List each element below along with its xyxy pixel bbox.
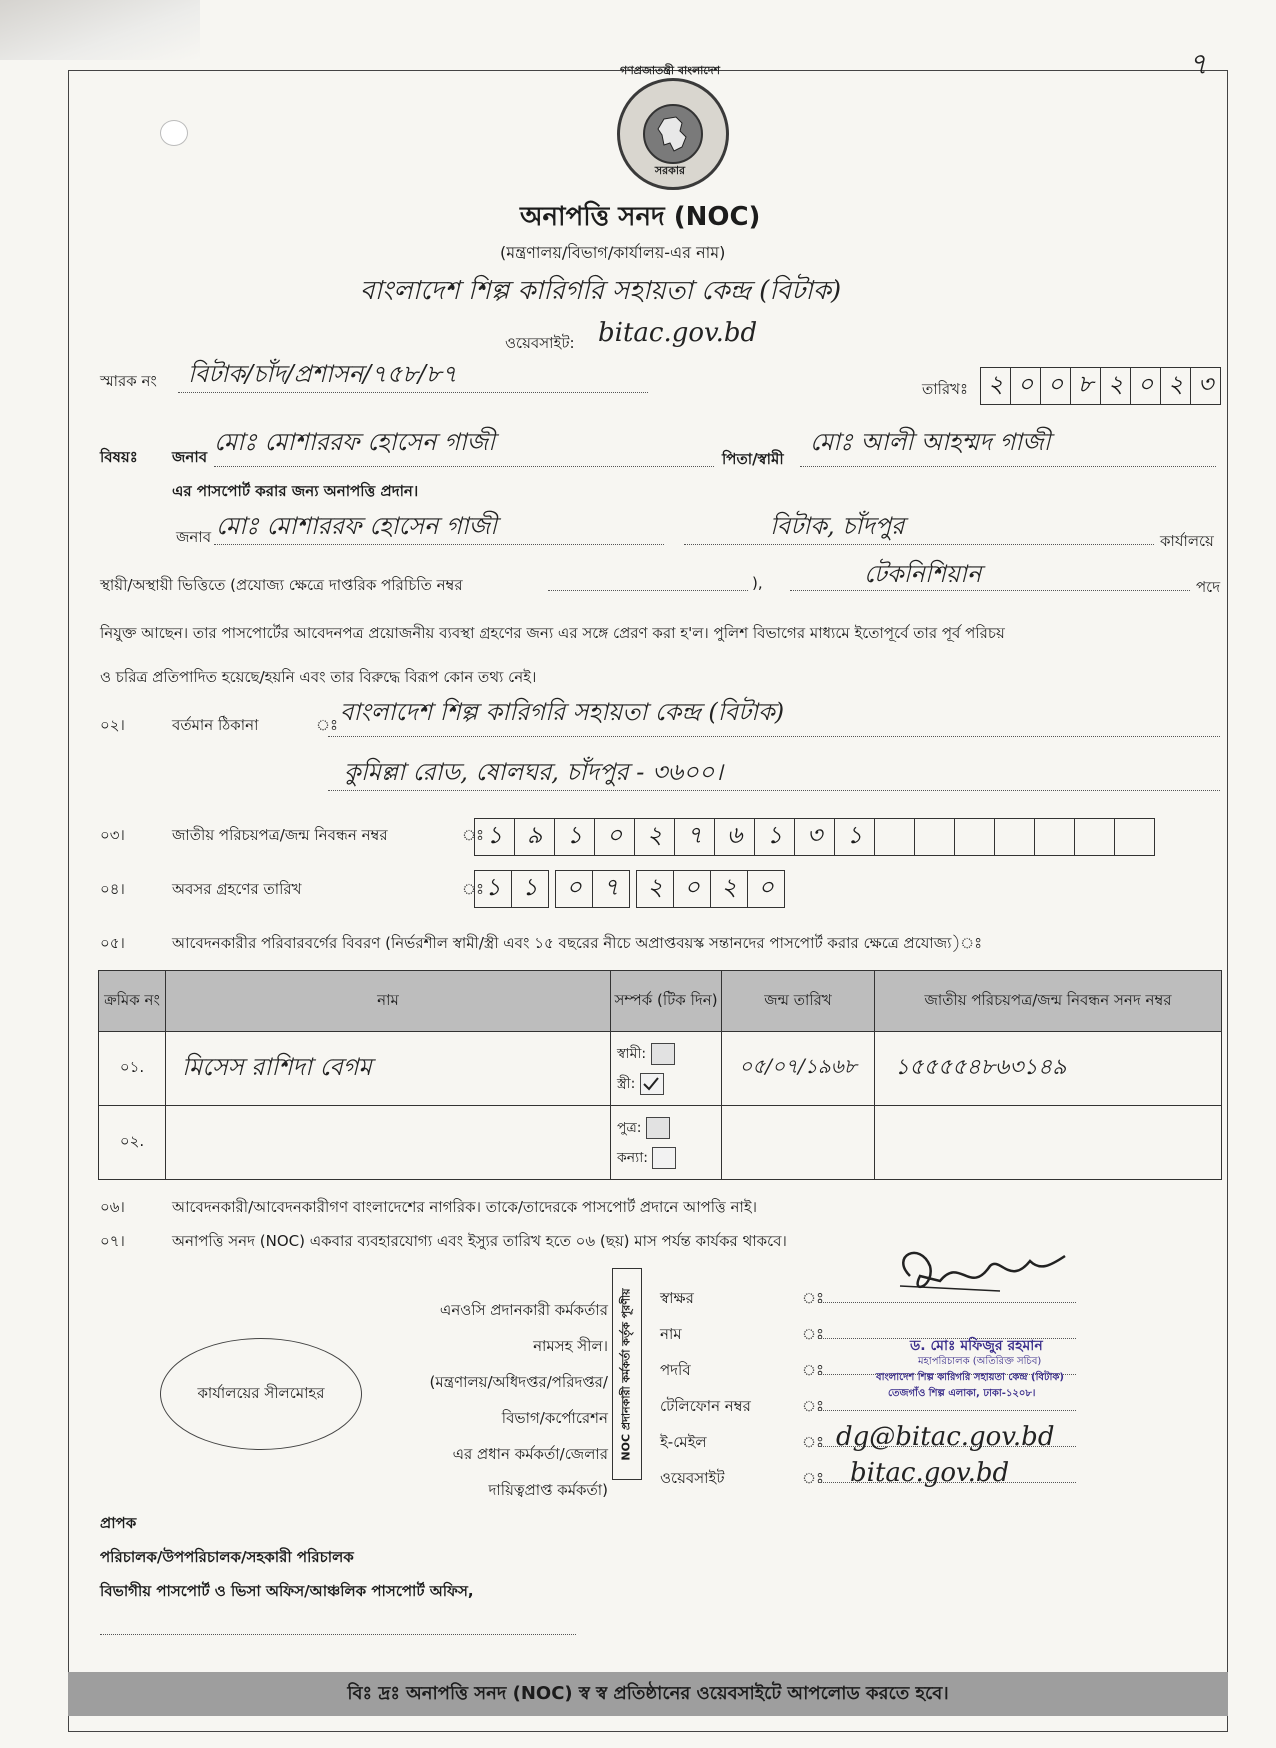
subject-line2: এর পাসপোর্ট করার জন্য অনাপত্তি প্রদান। [172,482,419,500]
issuer-line: নামসহ সীল। [533,1337,608,1355]
field-name-label: নাম [660,1325,682,1343]
office-seal-placeholder: কার্যালয়ের সীলমোহর [160,1338,362,1450]
row2-serial: ০২. [99,1106,166,1180]
retire-date-box: ০ [674,870,711,908]
perm-line: স্থায়ী/অস্থায়ী ভিত্তিতে (প্রযোজ্য ক্ষেত্রে দাপ্তরিক পরিচিতি নম্বর [100,576,463,594]
body-para2: ও চরিত্র প্রতিপাদিত হয়েছে/হয়নি এবং তার বিরুদ্ধে বিরূপ কোন তথ্য নেই। [100,668,537,686]
issuer-colons: ঃ ঃ ঃ ঃ ঃ ঃ [802,1289,825,1487]
item03-num: ০৩। [100,826,125,844]
body-name-line [214,544,664,545]
folded-corner [0,0,200,60]
issuer-line: দায়িত্বপ্রাপ্ত কর্মকর্তা) [488,1481,608,1499]
field-website-label: ওয়েবসাইট [660,1469,725,1487]
office-label: কার্যালয়ে [1160,532,1214,550]
date-label: তারিখঃ [922,380,968,398]
daughter-checkbox[interactable] [652,1147,676,1169]
row1-serial: ০১. [99,1032,166,1106]
col-relation: সম্পর্ক (টিক দিন) [611,971,722,1032]
subject-label: বিষয়ঃ [100,448,138,466]
col-serial: ক্রমিক নং [99,971,166,1032]
vertical-box-text: NOC প্রদানকারী কর্মকর্তা কর্তৃক পূরণীয় [619,1287,633,1461]
address-dotted1 [328,736,1220,737]
nid-boxes [474,818,1155,856]
date-digit-box: ৮ [1071,367,1101,405]
nid-digit-box [1075,818,1115,856]
retire-date-box: ৭ [593,870,630,908]
field-email-label: ই-মেইল [660,1433,707,1451]
nid-digit-box [875,818,915,856]
date-digit-box: ০ [1041,367,1071,405]
body-office: বিটাক, চাঁদপুর [770,512,905,540]
document-title: অনাপত্তি সনদ (NOC) [520,202,761,232]
nid-digit-box [1115,818,1155,856]
colon-04: ঃ [462,880,485,898]
retire-boxes [474,870,785,908]
post-label: পদে [1196,578,1221,596]
issuer-line: এর প্রধান কর্মকর্তা/জেলার [452,1445,608,1463]
retire-date-box: ২ [711,870,748,908]
date-digit-box: ২ [1101,367,1131,405]
stamp-line3: বাংলাদেশ শিল্প কারিগরি সহায়তা কেন্দ্র (বিটাক) [876,1372,1064,1383]
check-icon [641,1075,661,1093]
table-row [99,1032,1222,1106]
row2-relation [611,1106,722,1180]
signature-scribble [880,1236,1080,1306]
nid-digit-box: ২ [635,818,675,856]
website-value-hw: bitac.gov.bd [850,1458,1010,1488]
emblem-bottom-text: সরকার [654,164,686,177]
body-para1: নিযুক্ত আছেন। তার পাসপোর্টের আবেদনপত্র প্রয়োজনীয় ব্যবস্থা গ্রহণের জন্য এর সঙ্গে প্রেরণ করা হ'ল। পুলিশ বিভাগের মাধ্যমে ইতোপূর্বে তার পূর্ব পরিচয় [100,624,1005,642]
recipient-line2: পরিচালক/উপপরিচালক/সহকারী পরিচালক [100,1548,354,1566]
retire-date-box: ০ [555,870,593,908]
address-line1: বাংলাদেশ শিল্প কারিগরি সহায়তা কেন্দ্র (বিটাক) [340,698,785,726]
email-value: dg@bitac.gov.bd [836,1422,1055,1452]
item02-num: ০২। [100,716,125,734]
retire-label: অবসর গ্রহণের তারিখ [172,880,302,898]
colon-03: ঃ [462,826,485,844]
body-office-line [684,544,1154,545]
nid-digit-box: ১ [555,818,595,856]
recipient-dotted-line [100,1634,576,1635]
date-digit-box: ২ [980,367,1011,405]
retire-date-box: ২ [636,870,674,908]
perm-close: ), [752,574,763,592]
address-line2: কুমিল্লা রোড, ষোলঘর, চাঁদপুর - ৩৬০০। [344,758,723,786]
emblem-top-text: গণপ্রজাতন্ত্রী বাংলাদেশ [619,64,721,77]
post-line [790,590,1190,591]
line06: আবেদনকারী/আবেদনকারীগণ বাংলাদেশের নাগরিক। তাকে/তাদেরকে পাসপোর্ট প্রদানে আপত্তি নাই। [172,1198,758,1216]
punch-hole [160,120,188,146]
rel-wife-label: স্ত্রী: [617,1075,636,1092]
nid-digit-box: ৬ [715,818,755,856]
col-dob: জন্ম তারিখ [722,971,875,1032]
nid-digit-box: ১ [474,818,515,856]
nid-digit-box: ১ [755,818,795,856]
nid-digit-box: ৭ [675,818,715,856]
retire-date-box: ১ [474,870,512,908]
field-signature-label: স্বাক্ষর [660,1289,694,1307]
father-name: মোঃ আলী আহম্মদ গাজী [810,428,1051,456]
col-nid: জাতীয় পরিচয়পত্র/জন্ম নিবন্ধন সনদ নম্বর [875,971,1222,1032]
address-label: বর্তমান ঠিকানা [172,716,259,734]
item05-num: ০৫। [100,934,125,952]
date-digit-box: ০ [1011,367,1041,405]
stamp-line2: মহাপরিচালক (অতিরিক্ত সচিব) [918,1356,1042,1367]
issuer-line: (মন্ত্রণালয়/অধিদপ্তর/পরিদপ্তর/ [429,1373,608,1391]
footer-note: বিঃ দ্রঃ অনাপত্তি সনদ (NOC) স্ব স্ব প্রতিষ্ঠানের ওয়েবসাইটে আপলোড করতে হবে। [68,1672,1228,1716]
row1-name: মিসেস রাশিদা বেগম [166,1032,611,1106]
nid-digit-box: ০ [595,818,635,856]
date-digit-box: ৩ [1191,367,1221,405]
phone-line [818,1410,1076,1411]
stamp-line4: তেজগাঁও শিল্প এলাকা, ঢাকা-১২০৮। [888,1388,1036,1399]
issuer-field-labels [660,1280,751,1496]
item04-num: ০৪। [100,880,125,898]
subject-janab: জনাব [172,448,208,466]
row1-dob: ০৫/০৭/১৯৬৮ [722,1032,875,1106]
ministry-name: বাংলাদেশ শিল্প কারিগরি সহায়তা কেন্দ্র (বিটাক) [360,276,842,306]
recipient-line3: বিভাগীয় পাসপোর্ট ও ভিসা অফিস/আঞ্চলিক পাসপোর্ট অফিস, [100,1582,474,1600]
line07: অনাপত্তি সনদ (NOC) একবার ব্যবহারযোগ্য এবং ইস্যুর তারিখ হতে ০৬ (ছয়) মাস পর্যন্ত কার্যকর থাকবে। [172,1232,787,1250]
row2-name [166,1106,611,1180]
table-row [99,1106,1222,1180]
colon-02: ঃ [316,716,339,734]
body-name: মোঃ মোশাররফ হোসেন গাজী [216,512,497,540]
retire-date-box: ০ [748,870,785,908]
issuer-line: এনওসি প্রদানকারী কর্মকর্তার [439,1301,608,1319]
retire-date-box: ১ [512,870,549,908]
son-checkbox[interactable] [646,1117,670,1139]
nid-digit-box [1035,818,1075,856]
rel-son-label: পুত্র: [617,1119,642,1136]
memo-value: বিটাক/চাঁদ/প্রশাসন/৭৫৮/৮৭ [188,360,458,388]
item06-num: ০৬। [100,1198,125,1216]
website-label: ওয়েবসাইট: [505,334,575,352]
col-name: নাম [166,971,611,1032]
issuer-vertical-box [612,1268,642,1480]
husband-checkbox[interactable] [651,1043,675,1065]
row2-nid [875,1106,1222,1180]
map-icon [643,104,703,164]
item07-num: ০৭। [100,1232,125,1250]
rel-husband-label: স্বামী: [617,1045,647,1062]
date-digit-box: ০ [1131,367,1161,405]
rel-daughter-label: কন্যা: [617,1149,648,1166]
nid-digit-box [915,818,955,856]
perm-dots [548,590,748,591]
nid-digit-box [955,818,995,856]
nid-label: জাতীয় পরিচয়পত্র/জন্ম নিবন্ধন নম্বর [172,826,388,844]
family-label: আবেদনকারীর পরিবারবর্গের বিবরণ (নির্ভরশীল স্বামী/স্ত্রী এবং ১৫ বছরের নীচে অপ্রাপ্তবয়স্ক সন্তানদের পাসপোর্ট করার ক্ষেত্রে প্রযোজ্য)ঃ [172,934,983,952]
nid-digit-box: ৯ [515,818,555,856]
stamp-name: ড. মোঃ মফিজুর রহমান [910,1338,1043,1354]
row1-nid: ১৫৫৫৫৪৮৬৩১৪৯ [875,1032,1222,1106]
memo-dotted-line [178,392,648,393]
post-value: টেকনিশিয়ান [864,560,982,588]
address-dotted2 [328,790,1220,791]
family-table [98,970,1222,1180]
website-value: bitac.gov.bd [598,318,758,348]
nid-digit-box: ১ [835,818,875,856]
memo-label: স্মারক নং [100,372,157,390]
field-designation-label: পদবি [660,1361,691,1379]
nid-digit-box: ৩ [795,818,835,856]
date-digit-box: ২ [1161,367,1191,405]
father-line [800,466,1216,467]
issuer-lines [330,1292,608,1508]
row2-dob [722,1106,875,1180]
body-janab: জনাব [176,528,212,546]
nid-digit-box [995,818,1035,856]
table-header-row [99,971,1222,1032]
date-boxes [980,367,1221,405]
subject-name: মোঃ মোশাররফ হোসেন গাজী [214,428,495,456]
father-label: পিতা/স্বামী [722,450,784,468]
wife-checkbox-checked[interactable] [640,1073,664,1095]
field-phone-label: টেলিফোন নম্বর [660,1397,751,1415]
recipient-line1: প্রাপক [100,1514,137,1532]
subject-name-line [214,466,714,467]
issuer-line: বিভাগ/কর্পোরেশন [501,1409,608,1427]
row1-relation [611,1032,722,1106]
page-number: ৭ [1188,47,1208,82]
ministry-caption: (মন্ত্রণালয়/বিভাগ/কার্যালয়-এর নাম) [500,243,726,262]
